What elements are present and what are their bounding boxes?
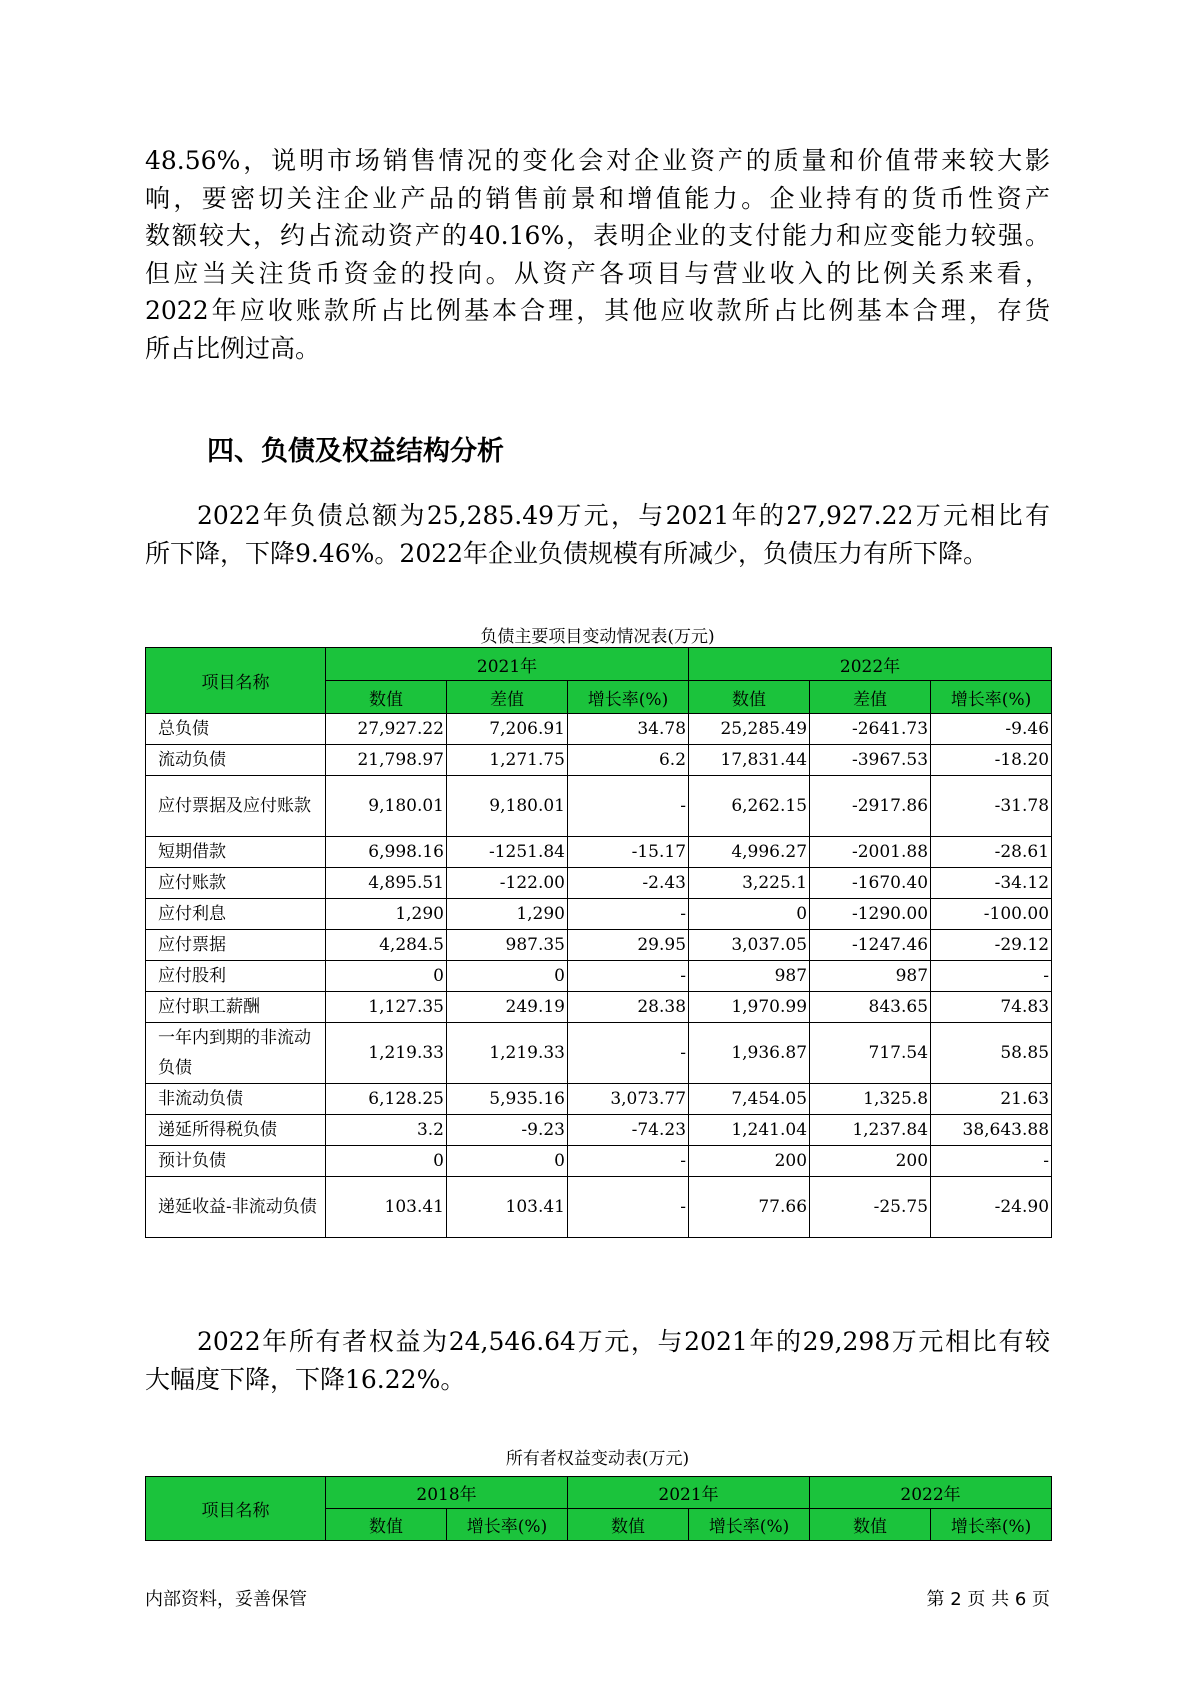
row-name-cell: 短期借款 (146, 837, 326, 868)
footer-confidential-note: 内部资料，妥善保管 (145, 1589, 307, 1610)
table-row (146, 1177, 1052, 1238)
value-cell: 3,225.1 (689, 868, 810, 899)
value-cell: 1,970.99 (689, 992, 810, 1023)
value-cell: 3.2 (326, 1115, 447, 1146)
table-row (146, 745, 1052, 776)
value-cell: 25,285.49 (689, 714, 810, 745)
liability-table (145, 647, 1052, 1238)
value-cell: 21,798.97 (326, 745, 447, 776)
value-cell: - (568, 1023, 689, 1084)
value-cell: 200 (810, 1146, 931, 1177)
paragraph-line: 但应当关注货币资金的投向。从资产各项目与营业收入的比例关系来看， (145, 258, 1050, 288)
value-cell: 987 (689, 961, 810, 992)
value-cell: 7,206.91 (447, 714, 568, 745)
value-cell: 843.65 (810, 992, 931, 1023)
row-name-cell: 应付股利 (146, 961, 326, 992)
value-cell: - (568, 1177, 689, 1238)
value-cell: -29.12 (931, 930, 1052, 961)
value-cell: 0 (447, 1146, 568, 1177)
row-name-cell: 递延所得税负债 (146, 1115, 326, 1146)
table-row (146, 961, 1052, 992)
value-cell: 17,831.44 (689, 745, 810, 776)
table-caption: 所有者权益变动表(万元) (505, 1449, 690, 1469)
value-cell: 34.78 (568, 714, 689, 745)
value-cell: -24.90 (931, 1177, 1052, 1238)
row-name-cell: 递延收益-非流动负债 (146, 1177, 326, 1238)
header-item-name: 项目名称 (146, 648, 326, 714)
header-sub: 增长率(%) (568, 681, 689, 714)
row-name-cell: 总负债 (146, 714, 326, 745)
paragraph-line: 2022年负债总额为25,285.49万元，与2021年的27,927.22万元相比有 (197, 501, 1050, 530)
table-row (146, 714, 1052, 745)
value-cell: 0 (326, 1146, 447, 1177)
value-cell: 6.2 (568, 745, 689, 776)
paragraph-line: 所下降，下降9.46%。2022年企业负债规模有所减少，负债压力有所下降。 (145, 538, 989, 568)
value-cell: - (931, 961, 1052, 992)
value-cell: 6,128.25 (326, 1084, 447, 1115)
row-name-cell: 应付职工薪酬 (146, 992, 326, 1023)
row-name-cell: 非流动负债 (146, 1084, 326, 1115)
row-name-cell: 应付利息 (146, 899, 326, 930)
header-sub: 数值 (326, 681, 447, 714)
header-year: 2022年 (810, 1477, 1052, 1509)
value-cell: 4,996.27 (689, 837, 810, 868)
value-cell: -9.23 (447, 1115, 568, 1146)
header-year-2021: 2021年 (326, 648, 689, 681)
value-cell: 21.63 (931, 1084, 1052, 1115)
value-cell: - (568, 776, 689, 837)
value-cell: -18.20 (931, 745, 1052, 776)
value-cell: 1,127.35 (326, 992, 447, 1023)
value-cell: 1,271.75 (447, 745, 568, 776)
value-cell: 249.19 (447, 992, 568, 1023)
footer-page-number: 第 2 页 共 6 页 (926, 1589, 1050, 1610)
value-cell: -1670.40 (810, 868, 931, 899)
value-cell: 5,935.16 (447, 1084, 568, 1115)
value-cell: 987.35 (447, 930, 568, 961)
header-year: 2021年 (568, 1477, 810, 1509)
row-name-cell: 应付票据 (146, 930, 326, 961)
value-cell: 4,284.5 (326, 930, 447, 961)
paragraph-line: 数额较大，约占流动资产的40.16%，表明企业的支付能力和应变能力较强。 (145, 221, 1050, 250)
value-cell: 1,219.33 (326, 1023, 447, 1084)
section-title: 四、负债及权益结构分析 (207, 436, 504, 467)
paragraph-line: 2022年所有者权益为24,546.64万元，与2021年的29,298万元相比有较 (197, 1327, 1050, 1356)
value-cell: -25.75 (810, 1177, 931, 1238)
paragraph-asset-analysis (145, 142, 1050, 367)
value-cell: 9,180.01 (447, 776, 568, 837)
value-cell: 9,180.01 (326, 776, 447, 837)
value-cell: - (931, 1146, 1052, 1177)
paragraph-line: 大幅度下降，下降16.22%。 (145, 1364, 466, 1394)
value-cell: 4,895.51 (326, 868, 447, 899)
value-cell: 1,237.84 (810, 1115, 931, 1146)
value-cell: -34.12 (931, 868, 1052, 899)
header-sub: 数值 (568, 1509, 689, 1541)
header-sub: 数值 (326, 1509, 447, 1541)
paragraph-line: 响，要密切关注企业产品的销售前景和增值能力。企业持有的货币性资产 (145, 183, 1050, 213)
value-cell: 1,241.04 (689, 1115, 810, 1146)
value-cell: 27,927.22 (326, 714, 447, 745)
value-cell: 0 (447, 961, 568, 992)
value-cell: 1,325.8 (810, 1084, 931, 1115)
value-cell: -28.61 (931, 837, 1052, 868)
value-cell: -9.46 (931, 714, 1052, 745)
row-name-cell: 流动负债 (146, 745, 326, 776)
header-sub: 差值 (810, 681, 931, 714)
header-sub: 数值 (689, 681, 810, 714)
value-cell: 1,290 (447, 899, 568, 930)
value-cell: -74.23 (568, 1115, 689, 1146)
value-cell: - (568, 961, 689, 992)
value-cell: -1247.46 (810, 930, 931, 961)
value-cell: 29.95 (568, 930, 689, 961)
header-sub: 增长率(%) (931, 681, 1052, 714)
row-name-cell: 预计负债 (146, 1146, 326, 1177)
table-row (146, 837, 1052, 868)
value-cell: 7,454.05 (689, 1084, 810, 1115)
value-cell: 6,262.15 (689, 776, 810, 837)
value-cell: 1,936.87 (689, 1023, 810, 1084)
value-cell: -3967.53 (810, 745, 931, 776)
header-sub: 增长率(%) (689, 1509, 810, 1541)
value-cell: 6,998.16 (326, 837, 447, 868)
header-item-name: 项目名称 (146, 1477, 326, 1541)
table-row (146, 1146, 1052, 1177)
value-cell: 58.85 (931, 1023, 1052, 1084)
value-cell: 38,643.88 (931, 1115, 1052, 1146)
table-row (146, 868, 1052, 899)
value-cell: 103.41 (326, 1177, 447, 1238)
header-year-2022: 2022年 (689, 648, 1052, 681)
header-sub: 增长率(%) (447, 1509, 568, 1541)
value-cell: -15.17 (568, 837, 689, 868)
value-cell: 200 (689, 1146, 810, 1177)
header-sub: 增长率(%) (931, 1509, 1052, 1541)
table-row (146, 776, 1052, 837)
table-row (146, 992, 1052, 1023)
value-cell: 28.38 (568, 992, 689, 1023)
header-sub: 差值 (447, 681, 568, 714)
table-row (146, 1084, 1052, 1115)
equity-table (145, 1476, 1052, 1541)
value-cell: 74.83 (931, 992, 1052, 1023)
value-cell: 987 (810, 961, 931, 992)
value-cell: 717.54 (810, 1023, 931, 1084)
value-cell: -1251.84 (447, 837, 568, 868)
row-name-cell: 应付票据及应付账款 (146, 776, 326, 837)
table-row (146, 930, 1052, 961)
paragraph-equity-summary (145, 1323, 1050, 1398)
value-cell: -31.78 (931, 776, 1052, 837)
paragraph-line: 所占比例过高。 (145, 333, 321, 363)
paragraph-liability-summary (145, 497, 1050, 572)
value-cell: -2001.88 (810, 837, 931, 868)
value-cell: 3,037.05 (689, 930, 810, 961)
value-cell: - (568, 1146, 689, 1177)
value-cell: 0 (689, 899, 810, 930)
value-cell: 77.66 (689, 1177, 810, 1238)
value-cell: 1,290 (326, 899, 447, 930)
value-cell: -2641.73 (810, 714, 931, 745)
row-name-cell: 应付账款 (146, 868, 326, 899)
table-row (146, 1115, 1052, 1146)
paragraph-line: 48.56%，说明市场销售情况的变化会对企业资产的质量和价值带来较大影 (145, 146, 1050, 175)
value-cell: 1,219.33 (447, 1023, 568, 1084)
value-cell: -100.00 (931, 899, 1052, 930)
table-row (146, 899, 1052, 930)
row-name-cell: 一年内到期的非流动负债 (146, 1023, 326, 1084)
header-year: 2018年 (326, 1477, 568, 1509)
value-cell: 0 (326, 961, 447, 992)
paragraph-line: 2022年应收账款所占比例基本合理，其他应收款所占比例基本合理，存货 (145, 296, 1050, 325)
table-caption: 负债主要项目变动情况表(万元) (480, 627, 715, 647)
value-cell: -2.43 (568, 868, 689, 899)
table-row (146, 1023, 1052, 1084)
value-cell: -1290.00 (810, 899, 931, 930)
value-cell: - (568, 899, 689, 930)
value-cell: 3,073.77 (568, 1084, 689, 1115)
value-cell: 103.41 (447, 1177, 568, 1238)
value-cell: -122.00 (447, 868, 568, 899)
value-cell: -2917.86 (810, 776, 931, 837)
header-sub: 数值 (810, 1509, 931, 1541)
